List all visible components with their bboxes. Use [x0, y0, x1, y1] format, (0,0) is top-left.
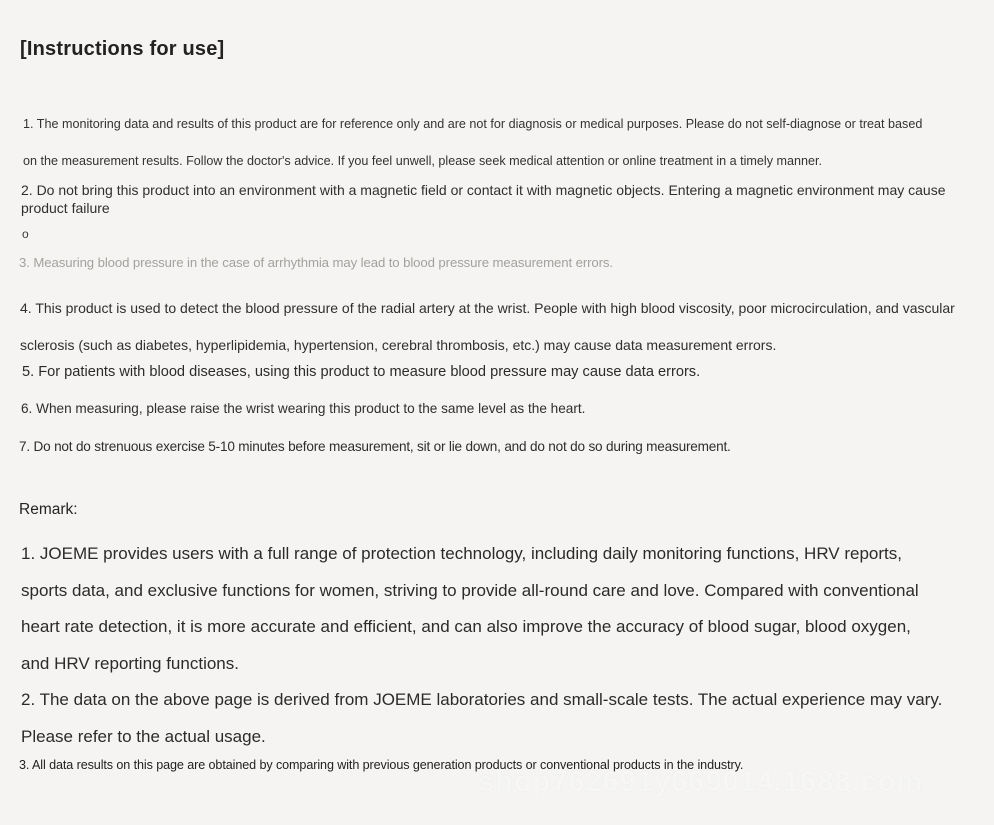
instruction-item-2: 2. Do not bring this product into an environment with a magnetic field or contact it with magnetic objects. Entering a magnetic environment may cause product failure [21, 182, 946, 216]
remark-item-2: 2. The data on the above page is derived from JOEME laboratories and small-scale tests. The actual experience may vary. Please refer to the actual usage. [21, 690, 943, 746]
remark-item-1: 1. JOEME provides users with a full range of protection technology, including daily monitoring functions, HRV reports, sports data, and exclusive functions for women, striving to provide all-round care and love. Compared with conventional heart rate detection, it is more accurate and efficient, and can also improve the accuracy of blood sugar, blood oxygen, and HRV reporting functions. [21, 544, 919, 673]
instruction-item-6: 6. When measuring, please raise the wrist wearing this product to the same level as the heart. [21, 401, 586, 416]
stray-period-mark: o [22, 227, 29, 241]
instruction-item-3: 3. Measuring blood pressure in the case of arrhythmia may lead to blood pressure measurement errors. [19, 255, 613, 270]
instruction-item-7: 7. Do not do strenuous exercise 5-10 minutes before measurement, sit or lie down, and do not do so during measurement. [19, 439, 731, 454]
remark-heading: Remark: [19, 501, 78, 518]
instruction-item-4: 4. This product is used to detect the blood pressure of the radial artery at the wrist. People with high blood viscosity, poor microcirculation, and vascular sclerosis (such as diabetes, hyperlipidemia, hypertension, cerebral thrombosis, etc.) may cause data measurement errors. [20, 300, 955, 353]
remark-item-3: 3. All data results on this page are obtained by comparing with previous generation products or conventional products in the industry. [19, 758, 744, 772]
instruction-item-1: 1. The monitoring data and results of this product are for reference only and are not for diagnosis or medical purposes. Please do not self-diagnose or treat based on the measurement results. Follow the doctor's advice. If you feel unwell, please seek medical attention or online treatment in a timely manner. [23, 117, 923, 168]
page-title: [Instructions for use] [20, 38, 225, 60]
seller-watermark: shop762691y669014.1688.com [478, 766, 924, 798]
instruction-item-5: 5. For patients with blood diseases, using this product to measure blood pressure may cause data errors. [22, 364, 701, 380]
